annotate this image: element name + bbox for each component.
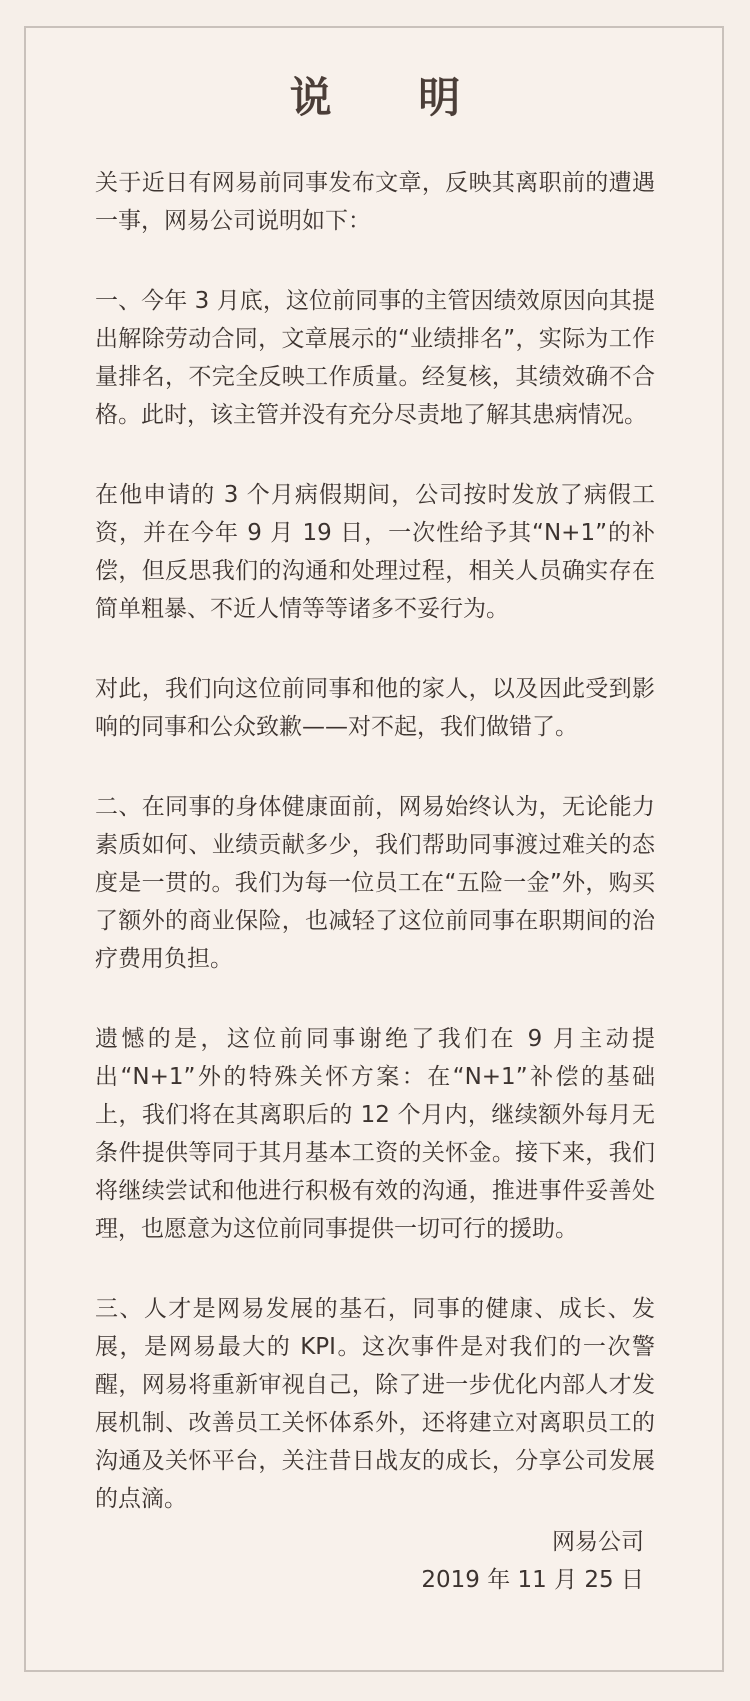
apology-paragraph: 对此，我们向这位前同事和他的家人，以及因此受到影响的同事和公众致歉——对不起，我们做错了。 xyxy=(95,676,655,740)
section-one-paragraph: 一、今年 3 月底，这位前同事的主管因绩效原因向其提出解除劳动合同，文章展示的“业绩排名”，实际为工作量排名，不完全反映工作质量。经复核，其绩效确不合格。此时，该主管并没有充分尽责地了解其患病情况。 xyxy=(95,288,655,428)
document-title: 说 明 xyxy=(289,73,497,122)
section-two-paragraph: 二、在同事的身体健康面前，网易始终认为，无论能力素质如何、业绩贡献多少，我们帮助同事渡过难关的态度是一贯的。我们为每一位员工在“五险一金”外，购买了额外的商业保险，也减轻了这位前同事在职期间的治疗费用负担。 xyxy=(95,794,655,972)
care-plan-paragraph: 遗憾的是，这位前同事谢绝了我们在 9 月主动提出“N+1”外的特殊关怀方案：在“N+1”补偿的基础上，我们将在其离职后的 12 个月内，继续额外每月无条件提供等同于其月基本工资的关怀金。接下来，我们将继续尝试和他进行积极有效的沟通，推进事件妥善处理，也愿意为这位前同事提供一切可行的援助。 xyxy=(95,1026,655,1242)
document-body xyxy=(95,164,655,1560)
signature-date: 2019 年 11 月 25 日 xyxy=(421,1567,644,1593)
section-three-paragraph: 三、人才是网易发展的基石，同事的健康、成长、发展，是网易最大的 KPI。这次事件是对我们的一次警醒，网易将重新审视自己，除了进一步优化内部人才发展机制、改善员工关怀体系外，还将建立对离职员工的沟通及关怀平台，关注昔日战友的成长，分享公司发展的点滴。 xyxy=(95,1296,655,1512)
sick-leave-paragraph: 在他申请的 3 个月病假期间，公司按时发放了病假工资，并在今年 9 月 19 日，一次性给予其“N+1”的补偿，但反思我们的沟通和处理过程，相关人员确实存在简单粗暴、不近人情等等诸多不妥行为。 xyxy=(95,482,655,622)
intro-paragraph: 关于近日有网易前同事发布文章，反映其离职前的遭遇一事，网易公司说明如下： xyxy=(95,170,655,234)
signature-block xyxy=(421,1523,644,1599)
company-signature: 网易公司 xyxy=(552,1529,644,1555)
